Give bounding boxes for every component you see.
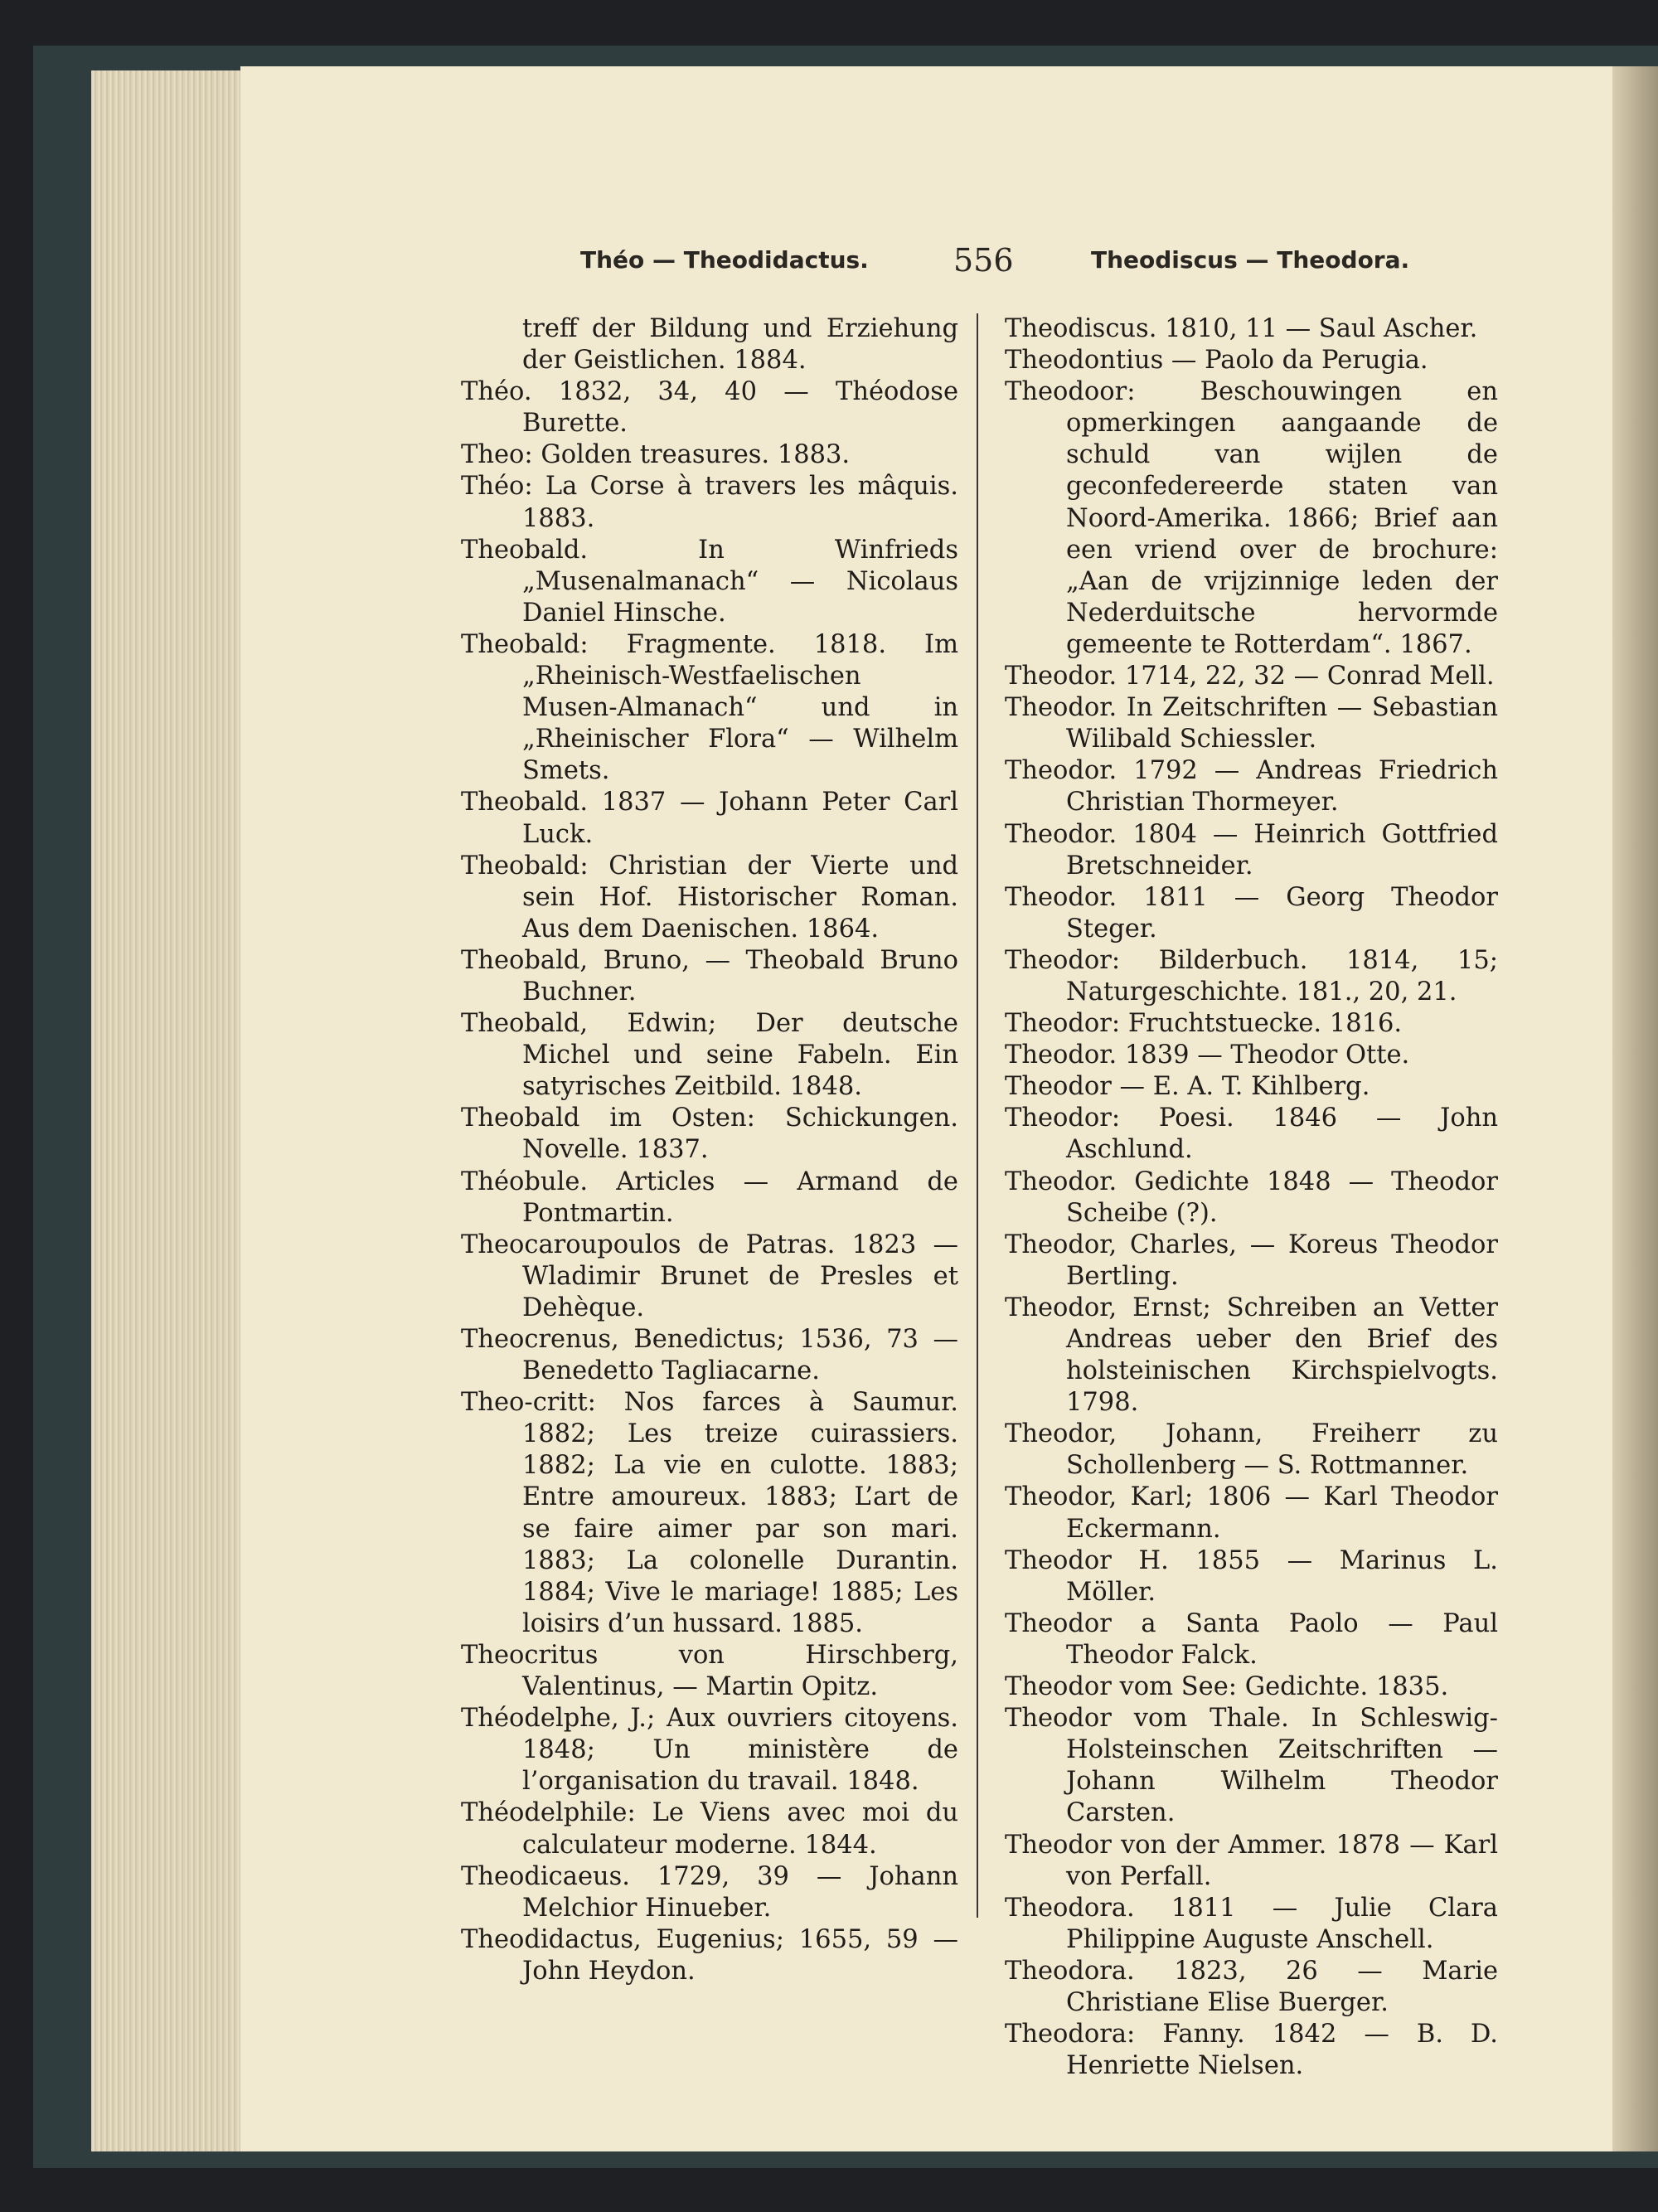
entry: Theodidactus, Eugenius; 1655, 59 — John Heydon. — [461, 1924, 958, 1986]
column-divider — [977, 313, 978, 1918]
entry: Theodor. 1792 — Andreas Friedrich Christian Thormeyer. — [1005, 756, 1498, 817]
entry: Theodor. In Zeitschriften — Sebastian Wilibald Schiessler. — [1005, 693, 1498, 754]
entry: Theodor vom See: Gedichte. 1835. — [1005, 1672, 1449, 1702]
entry: Theobald, Edwin; Der deutsche Michel und seine Fabeln. Ein satyrisches Zeitbild. 1848. — [461, 1009, 958, 1102]
entry: Theobald. In Winfrieds „Musenalmanach“ — Nicolaus Daniel Hinsche. — [461, 535, 958, 628]
entry: Theobald im Osten: Schickungen. Novelle. 1837. — [461, 1104, 958, 1165]
entry: Theodor von der Ammer. 1878 — Karl von Perfall. — [1005, 1830, 1498, 1891]
entry: Theocrenus, Benedictus; 1536, 73 — Benedetto Tagliacarne. — [461, 1325, 958, 1386]
left-column — [461, 313, 958, 1987]
entry: Theodor H. 1855 — Marinus L. Möller. — [1005, 1545, 1498, 1607]
entry: Theocaroupoulos de Patras. 1823 — Wladimir Brunet de Presles et Dehèque. — [461, 1230, 958, 1322]
entry: Theodiscus. 1810, 11 — Saul Ascher. — [1005, 314, 1478, 343]
entry: Theodora. 1811 — Julie Clara Philippine Auguste Anschell. — [1005, 1893, 1498, 1954]
right-column — [1005, 313, 1498, 2082]
page-number: 556 — [953, 242, 1014, 279]
entry: Theodor: Fruchtstuecke. 1816. — [1005, 1009, 1403, 1039]
running-head-left: Théo — Theodidactus. — [580, 246, 869, 274]
entry: Theo-critt: Nos farces à Saumur. 1882; Les treize cuirassiers. 1882; La vie en culotte. 1883; Entre amoureux. 1883; L’art de se faire aimer par son mari. 1883; La colonelle Durantin. 1884; Vive le mariage! 1885; Les loisirs d’un hussard. 1885. — [461, 1388, 958, 1638]
entry: Theodor. Gedichte 1848 — Theodor Scheibe (?). — [1005, 1167, 1498, 1228]
entry: Theodor — E. A. T. Kihlberg. — [1005, 1072, 1370, 1102]
entry: Theodor. 1804 — Heinrich Gottfried Bretschneider. — [1005, 819, 1498, 880]
entry: Theodora: Fanny. 1842 — B. D. Henriette Nielsen. — [1005, 2020, 1498, 2081]
entry: Theodor. 1839 — Theodor Otte. — [1005, 1041, 1410, 1070]
entry: Theodor: Bilderbuch. 1814, 15; Naturgeschichte. 181., 20, 21. — [1005, 945, 1498, 1007]
entry: Theodor, Charles, — Koreus Theodor Bertling. — [1005, 1230, 1498, 1291]
entry: Theocritus von Hirschberg, Valentinus, — Martin Opitz. — [461, 1640, 958, 1702]
entry: Theodontius — Paolo da Perugia. — [1005, 346, 1428, 376]
entry: Theobald. 1837 — Johann Peter Carl Luck. — [461, 788, 958, 849]
entry: Theodor: Poesi. 1846 — John Aschlund. — [1005, 1104, 1498, 1165]
entry: Theodoor: Beschouwingen en opmerkingen aangaande de schuld van wijlen de geconfedereerde staten van Noord-Amerika. 1866; Brief aan een vriend over de brochure: „Aan de vrijzinnige leden der Nederduitsche hervormde gemeente te Rotterdam“. 1867. — [1005, 377, 1498, 659]
entry: Theodor, Johann, Freiherr zu Schollenberg — S. Rottmanner. — [1005, 1419, 1498, 1481]
entry: Théodelphe, J.; Aux ouvriers citoyens. 1848; Un ministère de l’organisation du travail. 1848. — [461, 1704, 958, 1797]
page-gutter-shadow — [1612, 66, 1658, 2151]
entry: Théodelphile: Le Viens avec moi du calculateur moderne. 1844. — [461, 1798, 958, 1860]
entry: Théo. 1832, 34, 40 — Théodose Burette. — [461, 377, 958, 439]
entry: Theo: Golden treasures. 1883. — [461, 440, 851, 470]
entry: Theodor, Ernst; Schreiben an Vetter Andreas ueber den Brief des holsteinischen Kirchspielvogts. 1798. — [1005, 1293, 1498, 1418]
entry: Theodor, Karl; 1806 — Karl Theodor Eckermann. — [1005, 1482, 1498, 1544]
entry: Theodora. 1823, 26 — Marie Christiane Elise Buerger. — [1005, 1956, 1498, 2017]
entry: Theodicaeus. 1729, 39 — Johann Melchior Hinueber. — [461, 1861, 958, 1923]
entry: Theobald: Christian der Vierte und sein Hof. Historischer Roman. Aus dem Daenischen. 1864. — [461, 851, 958, 943]
entry: Théo: La Corse à travers les mâquis. 1883. — [461, 472, 958, 533]
entry: treff der Bildung und Erziehung der Geistlichen. 1884. — [522, 314, 958, 376]
page-edges — [91, 70, 249, 2151]
entry: Theobald: Fragmente. 1818. Im „Rheinisch-Westfaelischen Musen-Almanach“ und in „Rheinischer Flora“ — Wilhelm Smets. — [461, 629, 958, 786]
running-head-right: Theodiscus — Theodora. — [1091, 246, 1410, 274]
entry: Theodor. 1714, 22, 32 — Conrad Mell. — [1005, 662, 1495, 691]
entry: Theodor a Santa Paolo — Paul Theodor Falck. — [1005, 1608, 1498, 1670]
entry: Theodor vom Thale. In Schleswig-Holsteinschen Zeitschriften — Johann Wilhelm Theodor Carsten. — [1005, 1704, 1498, 1828]
entry: Theobald, Bruno, — Theobald Bruno Buchner. — [461, 945, 958, 1007]
entry: Théobule. Articles — Armand de Pontmartin. — [461, 1167, 958, 1228]
entry: Theodor. 1811 — Georg Theodor Steger. — [1005, 882, 1498, 943]
